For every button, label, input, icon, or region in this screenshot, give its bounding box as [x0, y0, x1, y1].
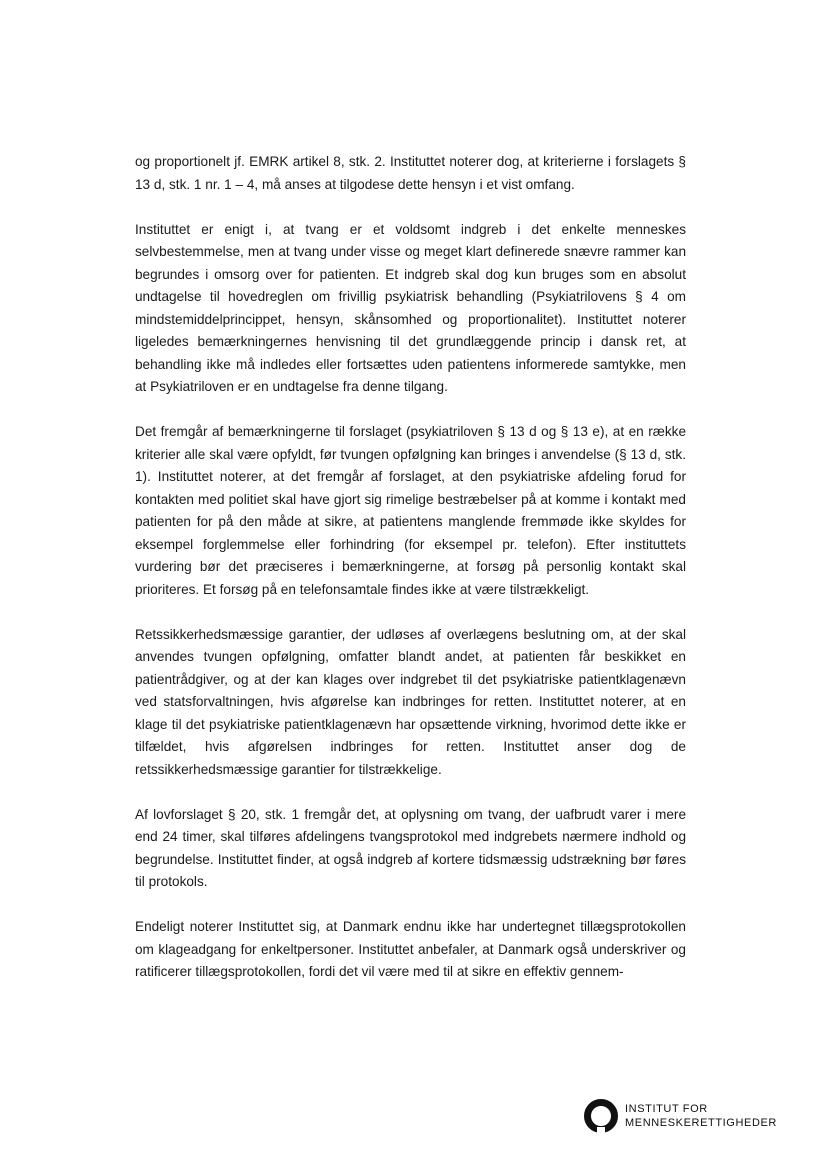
- paragraph: Retssikkerhedsmæssige garantier, der udløses af overlægens beslutning om, at der skal anvendes tvungen opfølgning, omfatter blandt andet, at patienten får beskikket en patientrådgiver, og at der kan klages over indgrebet til det psykiatriske patientklagenævn ved statsforvaltningen, hvis afgørelse kan indbringes for retten. Instituttet noterer, at en klage til det psykiatriske patientklagenævn har opsættende virkning, hvorimod dette ikke er tilfældet, hvis afgørelsen indbringes for retten. Instituttet anser dog de retssikkerhedsmæssige garantier for tilstrækkelige.: [135, 626, 686, 777]
- logo-wordmark: [625, 1102, 777, 1130]
- paragraph: Instituttet er enigt i, at tvang er et voldsomt indgreb i det enkelte menneskes selvbestemmelse, men at tvang under visse og meget klart definerede snævre rammer kan begrundes i omsorg over for patienten. Et indgreb skal dog kun bruges som en absolut undtagelse til hovedreglen om frivillig psykiatrisk behandling (Psykiatrilovens § 4 om mindstemiddelprincippet, hensyn, skånsomhed og proportionalitet). Instituttet noterer ligeledes bemærkningernes henvisning til det grundlæggende princip i dansk ret, at behandling ikke må indledes eller fortsættes uden patientens informerede samtykke, men at Psykiatriloven er en undtagelse fra denne tilgang.: [135, 221, 686, 394]
- paragraph: Endeligt noterer Instituttet sig, at Danmark endnu ikke har undertegnet tillægsprotokollen om klageadgang for enkeltpersoner. Instituttet anbefaler, at Danmark også underskriver og ratificerer tillægsprotokollen, fordi det vil være med til at sikre en effektiv gennem-: [135, 919, 686, 979]
- paragraph: og proportionelt jf. EMRK artikel 8, stk. 2. Instituttet noterer dog, at kriterierne i forslagets § 13 d, stk. 1 nr. 1 – 4, må anses at tilgodese dette hensyn i et vist omfang.: [135, 154, 686, 192]
- institute-logo: [583, 1098, 777, 1134]
- logo-line-1: INSTITUT FOR: [625, 1103, 708, 1115]
- document-body: [135, 151, 686, 984]
- logo-line-2: MENNESKERETTIGHEDER: [625, 1117, 777, 1129]
- logo-ring-icon: [583, 1098, 619, 1134]
- paragraph: Det fremgår af bemærkningerne til forslaget (psykiatriloven § 13 d og § 13 e), at en række kriterier alle skal være opfyldt, før tvungen opfølgning kan bringes i anvendelse (§ 13 d, stk. 1). Instituttet noterer, at det fremgår af forslaget, at den psykiatriske afdeling forud for kontakten med politiet skal have gjort sig rimelige bestræbelser på at komme i kontakt med patienten for på den måde at sikre, at patientens manglende fremmøde ikke skyldes for eksempel forglemmelse eller forhindring (for eksempel pr. telefon). Efter instituttets vurdering bør det præciseres i bemærkningerne, at forsøg på personlig kontakt skal prioriteres. Et forsøg på en telefonsamtale findes ikke at være tilstrækkeligt.: [135, 424, 686, 597]
- paragraph: Af lovforslaget § 20, stk. 1 fremgår det, at oplysning om tvang, der uafbrudt varer i mere end 24 timer, skal tilføres afdelingens tvangsprotokol med indgrebets nærmere indhold og begrundelse. Instituttet finder, at også indgreb af kortere tidsmæssig udstrækning bør føres til protokols.: [135, 806, 686, 889]
